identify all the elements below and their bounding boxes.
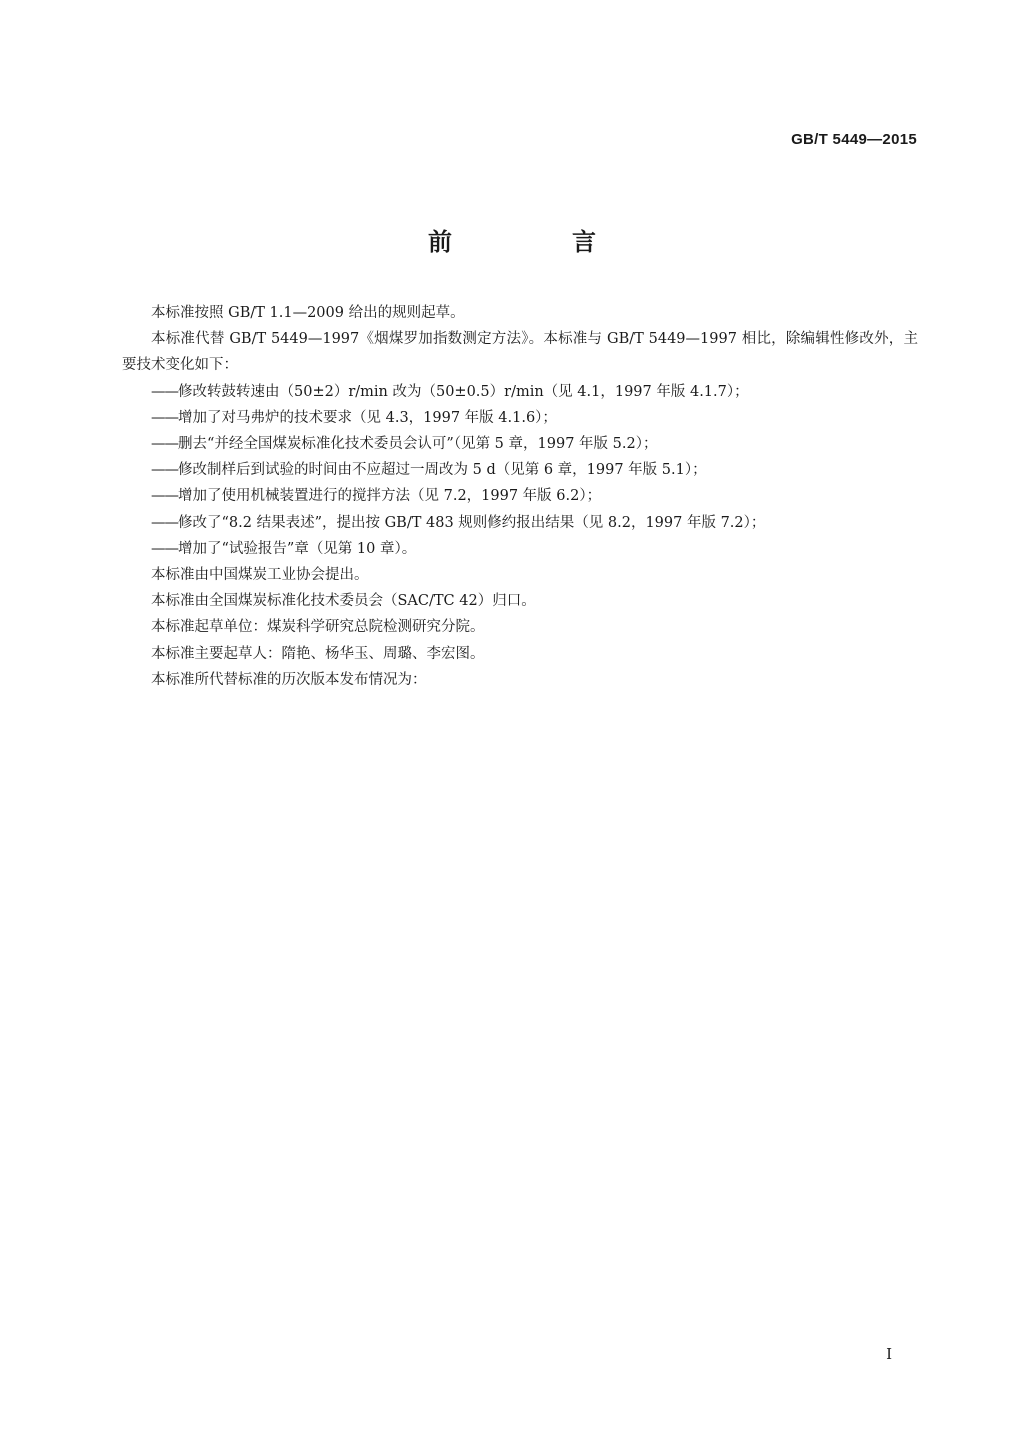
list-item (122, 457, 918, 483)
list-item (122, 483, 918, 509)
list-item (122, 510, 918, 536)
paragraph-version-history: 本标准所代替标准的历次版本发布情况为： (151, 671, 427, 688)
list-item (122, 405, 918, 431)
preface-body (122, 300, 918, 693)
list-dash: —— (151, 462, 178, 479)
list-dash: —— (151, 436, 178, 453)
list-item-text: 增加了使用机械装置进行的搅拌方法（见 7.2，1997 年版 6.2）； (178, 488, 602, 505)
changes-list (122, 379, 918, 562)
paragraph-proposer: 本标准由中国煤炭工业协会提出。 (151, 567, 369, 584)
list-item-text: 修改了“8.2 结果表述”，提出按 GB/T 483 规则修约报出结果（见 8.2，1997 年版 7.2）； (178, 514, 766, 531)
list-dash: —— (151, 540, 178, 557)
paragraph-replacement: 本标准代替 GB/T 5449—1997《烟煤罗加指数测定方法》。本标准与 GB/T 5449—1997 相比，除编辑性修改外，主要技术变化如下： (122, 331, 918, 374)
list-item (122, 431, 918, 457)
paragraph-drafters: 本标准主要起草人：隋艳、杨华玉、周璐、李宏图。 (151, 645, 485, 662)
list-dash: —— (151, 383, 178, 400)
list-item-text: 修改制样后到试验的时间由不应超过一周改为 5 d（见第 6 章，1997 年版 5.1）； (178, 462, 707, 479)
standard-number: GB/T 5449—2015 (791, 131, 917, 148)
page-number: I (886, 1345, 892, 1363)
list-item-text: 修改转鼓转速由（50±2）r/min 改为（50±0.5）r/min（见 4.1，1997 年版 4.1.7）； (178, 383, 749, 400)
list-item-text: 删去“并经全国煤炭标准化技术委员会认可”（见第 5 章，1997 年版 5.2）； (178, 436, 658, 453)
list-item (122, 536, 918, 562)
list-dash: —— (151, 488, 178, 505)
page-title: 前 言 (428, 228, 644, 256)
list-dash: —— (151, 409, 178, 426)
list-item (122, 379, 918, 405)
list-item-text: 增加了对马弗炉的技术要求（见 4.3，1997 年版 4.1.6）； (178, 409, 557, 426)
paragraph-administration: 本标准由全国煤炭标准化技术委员会（SAC/TC 42）归口。 (151, 593, 536, 610)
list-dash: —— (151, 514, 178, 531)
list-item-text: 增加了“试验报告”章（见第 10 章）。 (178, 540, 417, 557)
paragraph-drafting-rules: 本标准按照 GB/T 1.1—2009 给出的规则起草。 (151, 305, 465, 321)
paragraph-drafting-unit: 本标准起草单位：煤炭科学研究总院检测研究分院。 (151, 619, 485, 636)
